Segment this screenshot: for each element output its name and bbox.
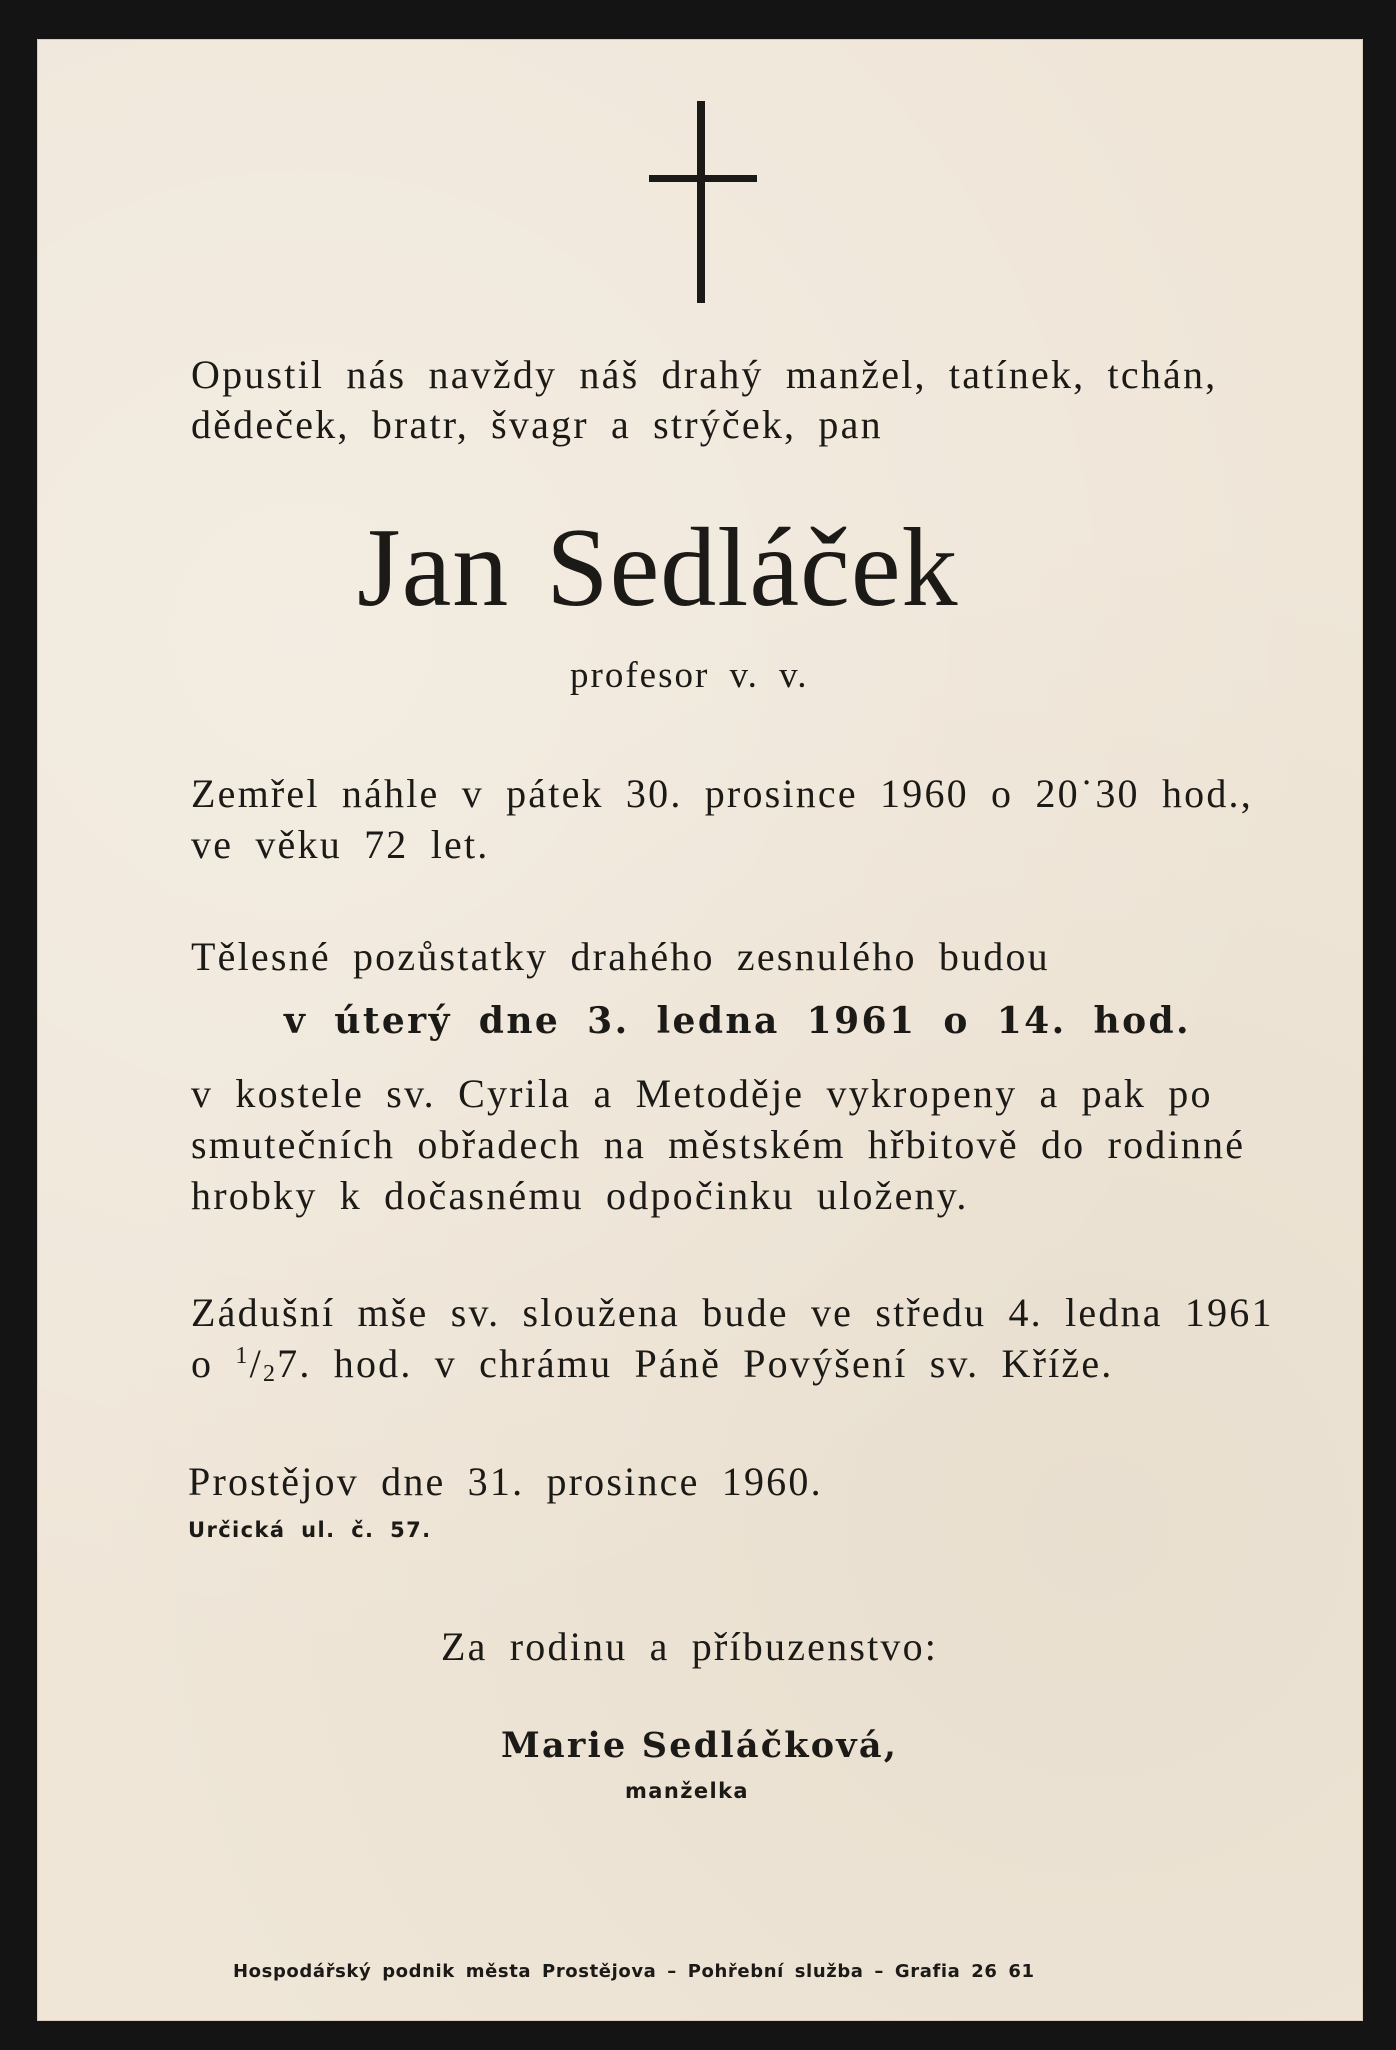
signature-role: manželka: [625, 1779, 750, 1803]
funeral-line-3: v kostele sv. Cyrila a Metoděje vykropeny a pak po: [191, 1071, 1213, 1116]
death-notice-card: [37, 39, 1363, 2021]
death-line-2: ve věku 72 let.: [191, 822, 490, 867]
funeral-line-1: Tělesné pozůstatky drahého zesnulého budou: [191, 934, 1050, 979]
funeral-line-5: hrobky k dočasnému odpočinku uloženy.: [191, 1173, 969, 1218]
signature-name: Marie Sedláčková,: [501, 1725, 899, 1766]
deceased-name: Jan Sedláček: [357, 506, 959, 630]
funeral-date-highlight: v úterý dne 3. ledna 1961 o 14. hod.: [284, 1000, 1191, 1042]
funeral-line-4: smutečních obřadech na městském hřbitově do rodinné: [191, 1122, 1246, 1167]
signature-intro: Za rodinu a příbuzenstvo:: [441, 1624, 939, 1669]
printer-footer: Hospodářský podnik města Prostějova – Pohřební služba – Grafia 26 61: [233, 1961, 1035, 1982]
intro-line-2: dědeček, bratr, švagr a strýček, pan: [191, 402, 883, 447]
intro-line-1: Opustil nás navždy náš drahý manžel, tatínek, tchán,: [191, 352, 1218, 397]
deceased-title: profesor v. v.: [570, 655, 809, 696]
mass-line-1: Zádušní mše sv. sloužena bude ve středu 4. ledna 1961: [191, 1290, 1274, 1335]
mass-line-2: o $^1/_27$. hod. v chrámu Páně Povýšení sv. Kříže.: [191, 1341, 1114, 1387]
death-line-1: Zemřel náhle v pátek 30. prosince 1960 o 20˙30 hod.,: [191, 771, 1253, 816]
place-date: Prostějov dne 31. prosince 1960.: [188, 1459, 823, 1504]
address: Určická ul. č. 57.: [188, 1518, 432, 1542]
